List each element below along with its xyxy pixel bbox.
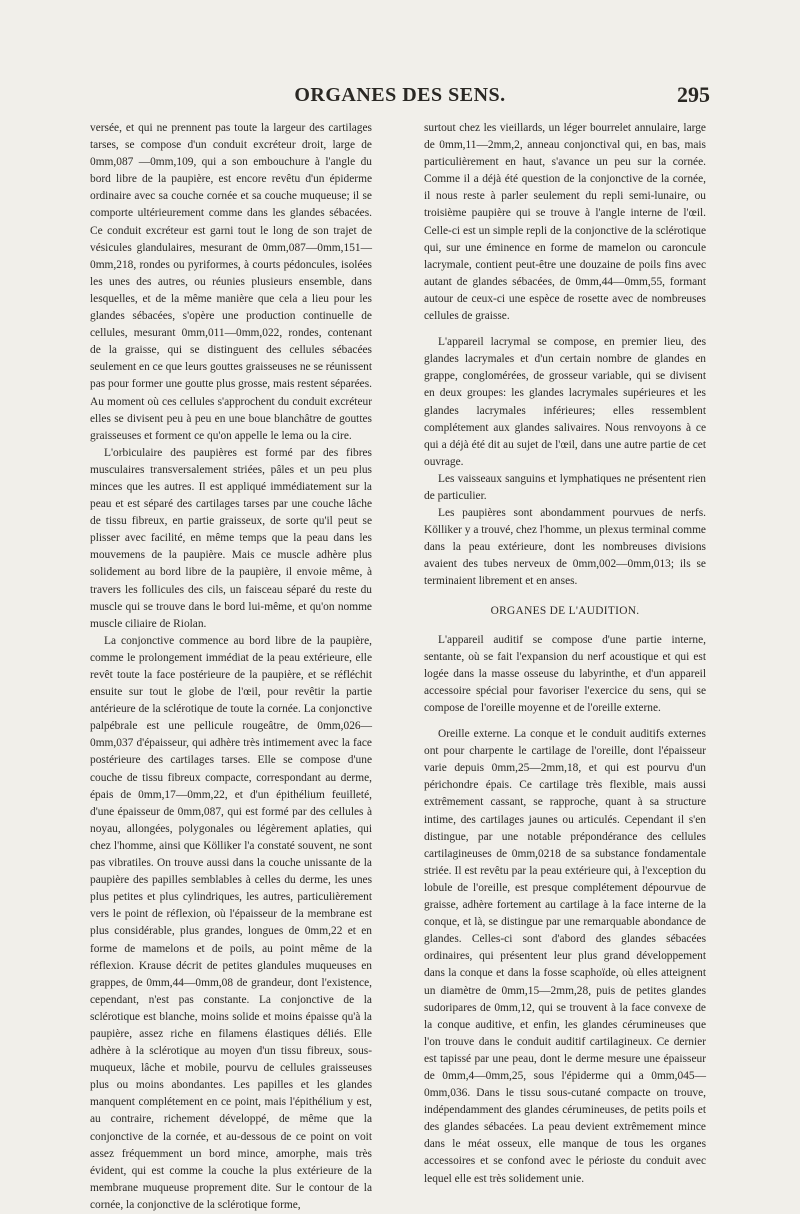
paragraph: Les paupières sont abondamment pourvues de nerfs. Kölliker y a trouvé, chez l'homme, un plexus terminal comme dans la peau extérieure, dont les nombreuses divisions avaient des tubes nerveux de 0mm,002—0mm,013; ils se terminaient librement et en anses. bbox=[424, 507, 706, 588]
paragraph: L'orbiculaire des paupières est formé par des fibres musculaires transversalement striées, pâles et un peu plus minces que les autres. Il est appliqué immédiatement sur la peau et est séparé des cartilages tarses par une couche lâche de tissu fibreux, en partie graisseux, de sorte qu'il peut se plisser avec facilité, en même temps que la peau dans les mouvemens de la paupière. Mais ce muscle adhère plus solidement au bord libre de la paupière, il envoie même, à travers les follicules des cils, un faisceau séparé du reste du muscle qui se trouve dans le bord lui-même, et qu'on nomme muscle ciliaire de Riolan. bbox=[90, 446, 372, 630]
right-column bbox=[424, 120, 706, 1188]
left-column bbox=[90, 120, 372, 1214]
paragraph: Oreille externe. La conque et le conduit auditifs externes ont pour charpente le cartilage de l'oreille, dont l'épaisseur varie depuis 0mm,25—2mm,18, et qui est pourvu d'un périchondre épais. Ce cartilage très flexible, mais aussi extrêmement cassant, se rapproche, quant à sa structure intime, des cartilages jaunes ou articulés. Cependant il s'en distingue, par une notable prépondérance des cellules cartilagineuses de 0mm,0218 de sa substance fondamentale striée. Il est revêtu par la peau extérieure qui, à l'exception du lobule de l'oreille, est presque complétement dépourvue de graisse, adhère fortement au cartilage à la face interne de la conque, et là, se distingue par une remarquable abondance de glandes. Celles-ci sont d'abord des glandes sébacées ordinaires, qui présentent leur plus grand développement dans la conque et dans la fosse scaphoïde, où elles atteignent un diamètre de 0mm,15—2mm,28, puis de petites glandes sudoripares de 0mm,12, qui se trouvent à la face convexe de la conque auditive, et enfin, les glandes cérumineuses que l'on trouve dans le conduit auditif cartilagineux. Ce dernier est tapissé par une peau, dont le derme mesure une épaisseur de 0mm,4—0mm,25, sous l'épiderme qui a 0mm,045—0mm,036. Dans le tissu sous-cutané compacte on trouve, indépendamment des glandes cérumineuses, de petits poils et des glandes sébacées. La peau devient extrêmement mince dans le méat osseux, elle manque de tous les organes accessoires et se confond avec le périoste du conduit avec lequel elle est très solidement unie. bbox=[424, 728, 706, 1185]
running-title: ORGANES DES SENS. bbox=[294, 84, 506, 106]
paragraph: surtout chez les vieillards, un léger bourrelet annulaire, large de 0mm,11—2mm,2, anneau conjonctival qui, en bas, mais particulièrement en haut, s'avance un peu sur la cornée. Comme il a déjà été question de la conjonctive de la cornée, il nous reste à parler seulement du repli semi-lunaire, ou troisième paupière qui se trouve à l'angle interne de l'œil. Celle-ci est un simple repli de la conjonctive de la sclérotique qui, sur une éminence en forme de mamelon ou caroncule lacrymale, contient peut-être une douzaine de poils fins avec autant de glandes sébacées, de 0mm,44—0mm,55, formant autour de ceux-ci une espèce de rosette avec de nombreuses cellules de graisse. bbox=[424, 122, 706, 323]
paragraph: L'appareil lacrymal se compose, en premier lieu, des glandes lacrymales et d'un certain nombre de glandes en grappe, conglomérées, de grosseur variable, qui se divisent en deux groupes: les glandes lacrymales supérieures et les glandes lacrymales inférieures; elles ressemblent complétement aux glandes salivaires. Nous renvoyons à ce qui a déjà été dit au sujet de l'œil, dans une autre partie de cet ouvrage. bbox=[424, 336, 706, 468]
paragraph: La conjonctive commence au bord libre de la paupière, comme le prolongement immédiat de la peau extérieure, elle revêt toute la face postérieure de la paupière, et se réfléchit ensuite sur tout le globe de l'œil, pour revêtir la partie antérieure de la sclérotique de toute la cornée. La conjonctive palpébrale est une pellicule rougeâtre, de 0mm,026—0mm,037 d'épaisseur, qui adhère très intimement avec la face postérieure des cartilages tarses. Elle se compose d'une couche de tissu fibreux compacte, correspondant au derme, épais de 0mm,17—0mm,22, et d'un épithélium feuilleté, d'une épaisseur de 0mm,087, qui est formé par des cellules à noyau, allongées, polygonales ou légèrement aplaties, qui chez l'homme, ainsi que Kölliker l'a constaté souvent, ne sont pas vibratiles. On trouve aussi dans la couche unissante de la paupière des papilles semblables à celles du derme, les unes plus petites et plus cylindriques, les autres, particulièrement vers le point de réflexion, où l'épaisseur de la membrane est plus considérable, plus grandes, longues de 0mm,22 et en forme de mamelons et de poils, au point même de la réflexion. Krause décrit de petites glandules muqueuses en grappes, de 0mm,44—0mm,08 de grandeur, dont l'existence, cependant, n'est pas constante. La conjonctive de la sclérotique est blanche, moins solide et moins épaisse qu'à la paupière, assez riche en filamens élastiques déliés. Elle adhère à la sclérotique au moyen d'un tissu fibreux, sous-muqueux, lâche et mobile, pourvu de cellules graisseuses plus ou moins abondantes. Les papilles et les glandes manquent complétement en ce point, mais l'épithélium y est, au contraire, richement développé, de même que la conjonctive de la cornée, et au-dessous de ce point on voit assez fréquemment un bord mince, amorphe, mais très évident, qui est comme la couche la plus extérieure de la membrane muqueuse proprement dite. Sur le contour de la cornée, la conjonctive de la sclérotique forme, bbox=[90, 634, 372, 1211]
page-header bbox=[90, 84, 710, 114]
page-number: 295 bbox=[677, 82, 710, 107]
paragraph: L'appareil auditif se compose d'une partie interne, sentante, où se fait l'expansion du nerf acoustique et qui est logée dans la masse osseuse du labyrinthe, et d'un appareil accessoire spécial pour favoriser l'exercice du sens, qui se compose de l'oreille moyenne et de l'oreille externe. bbox=[424, 633, 706, 714]
section-heading: ORGANES DE L'AUDITION. bbox=[490, 604, 640, 617]
paragraph: versée, et qui ne prennent pas toute la largeur des cartilages tarses, se compose d'un conduit excréteur droit, large de 0mm,087 —0mm,109, qui a son embouchure à l'angle du bord libre de la paupière, est encore revêtu d'un épiderme ordinaire avec sa couche cornée et sa couche muqueuse; il se comporte ultérieurement comme dans les glandes sébacées. Ce conduit excréteur est garni tout le long de son trajet de vésicules glandulaires, mesurant de 0mm,087—0mm,151—0mm,218, rondes ou pyriformes, à courts pédoncules, isolées les unes des autres, ou réunies plusieurs ensemble, dans lesquelles, et de la même manière que cela a lieu pour les glandes sébacées, s'opère une production continuelle de cellules, mesurant 0mm,011—0mm,022, rondes, contenant de la graisse, qui se distinguent des cellules sébacées seulement en ce que leurs gouttes graisseuses ne se réunissent pas pour former une goutte plus grosse, mais restent séparées. Au moment où ces cellules s'approchent du conduit excréteur elles se divisent peu à peu en une boue blanchâtre de gouttes graisseuses et forment ce qu'on appelle le lema ou la cire. bbox=[90, 122, 372, 442]
paragraph: Les vaisseaux sanguins et lymphatiques ne présentent rien de particulier. bbox=[424, 472, 706, 502]
